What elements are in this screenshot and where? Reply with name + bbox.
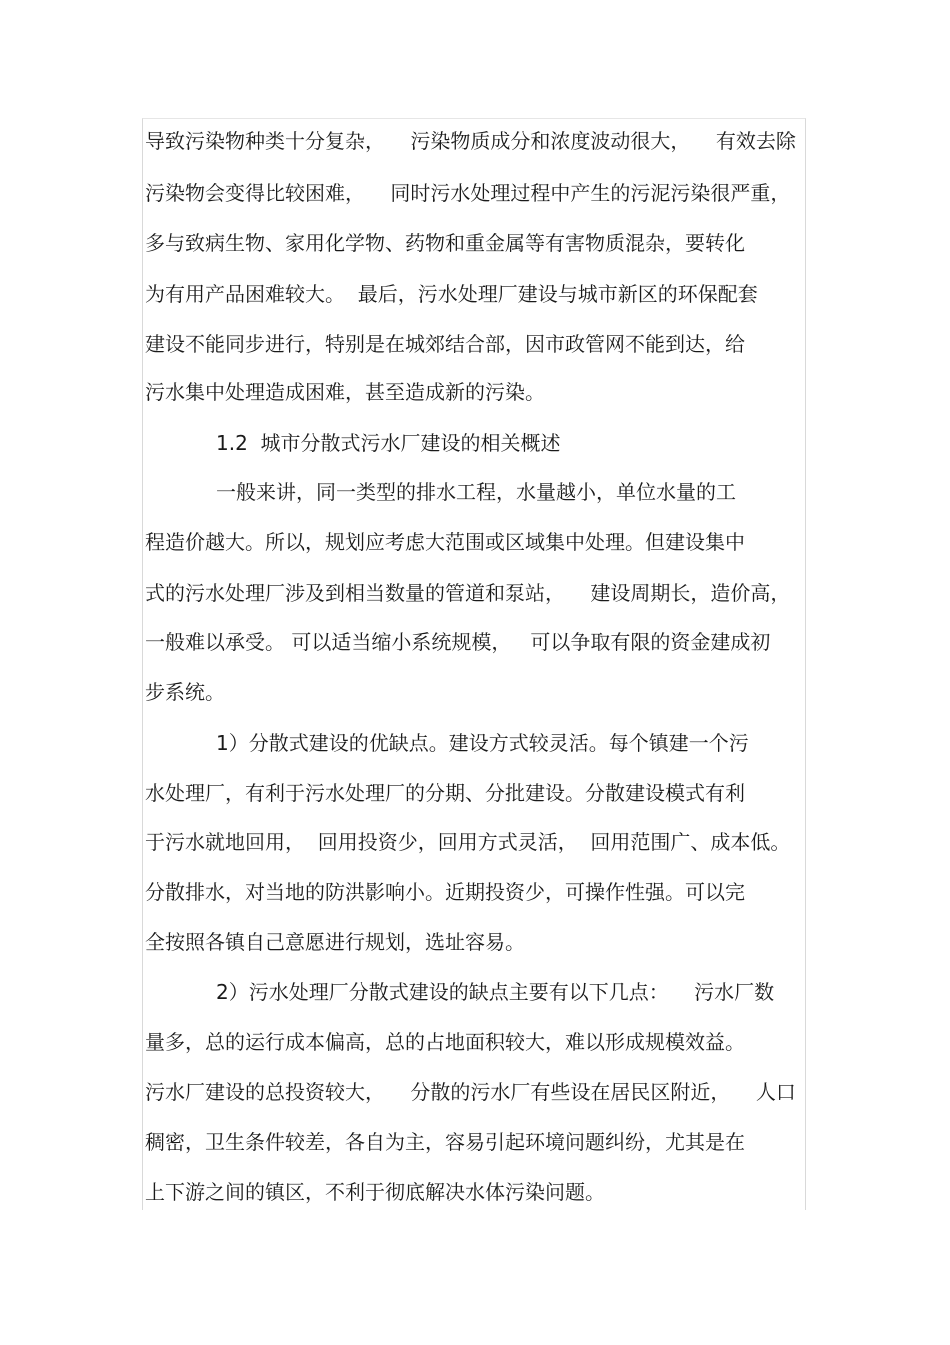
body-line: 分散排水，对当地的防洪影响小。近期投资少，可操作性强。可以完 (145, 880, 745, 904)
body-line: 全按照各镇自己意愿进行规划，选址容易。 (145, 930, 525, 954)
body-line: 上下游之间的镇区，不利于彻底解决水体污染问题。 (145, 1180, 605, 1204)
body-line: 步系统。 (145, 680, 225, 704)
body-line: 多与致病生物、家用化学物、药物和重金属等有害物质混杂，要转化 (145, 231, 745, 255)
body-line: 程造价越大。所以，规划应考虑大范围或区域集中处理。但建设集中 (145, 530, 745, 554)
body-line: 污水集中处理造成困难，甚至造成新的污染。 (145, 380, 545, 404)
body-line: 量多，总的运行成本偏高，总的占地面积较大，难以形成规模效益。 (145, 1030, 745, 1054)
body-line: 污染物会变得比较困难， 同时污水处理过程中产生的污泥污染很严重， (145, 181, 791, 205)
paragraph-first-line: 一般来讲，同一类型的排水工程，水量越小，单位水量的工 (216, 480, 736, 504)
body-line: 水处理厂，有利于污水处理厂的分期、分批建设。分散建设模式有利 (145, 781, 745, 805)
body-line: 式的污水处理厂涉及到相当数量的管道和泵站， 建设周期长，造价高， (145, 581, 791, 605)
section-heading: 1.2 城市分散式污水厂建设的相关概述 (216, 431, 561, 455)
paragraph-first-line: 2）污水处理厂分散式建设的缺点主要有以下几点： 污水厂数 (216, 980, 775, 1004)
body-line: 建设不能同步进行，特别是在城郊结合部，因市政管网不能到达，给 (145, 332, 745, 356)
body-line: 污水厂建设的总投资较大， 分散的污水厂有些设在居民区附近， 人口 (145, 1080, 796, 1104)
body-line: 为有用产品困难较大。 最后，污水处理厂建设与城市新区的环保配套 (145, 282, 758, 306)
body-line: 于污水就地回用， 回用投资少，回用方式灵活， 回用范围广、成本低。 (145, 830, 791, 854)
body-line: 导致污染物种类十分复杂， 污染物质成分和浓度波动很大， 有效去除 (145, 129, 796, 153)
body-line: 稠密，卫生条件较差，各自为主，容易引起环境问题纠纷，尤其是在 (145, 1130, 745, 1154)
body-line: 一般难以承受。 可以适当缩小系统规模， 可以争取有限的资金建成初 (145, 630, 771, 654)
paragraph-first-line: 1）分散式建设的优缺点。建设方式较灵活。每个镇建一个污 (216, 731, 749, 755)
